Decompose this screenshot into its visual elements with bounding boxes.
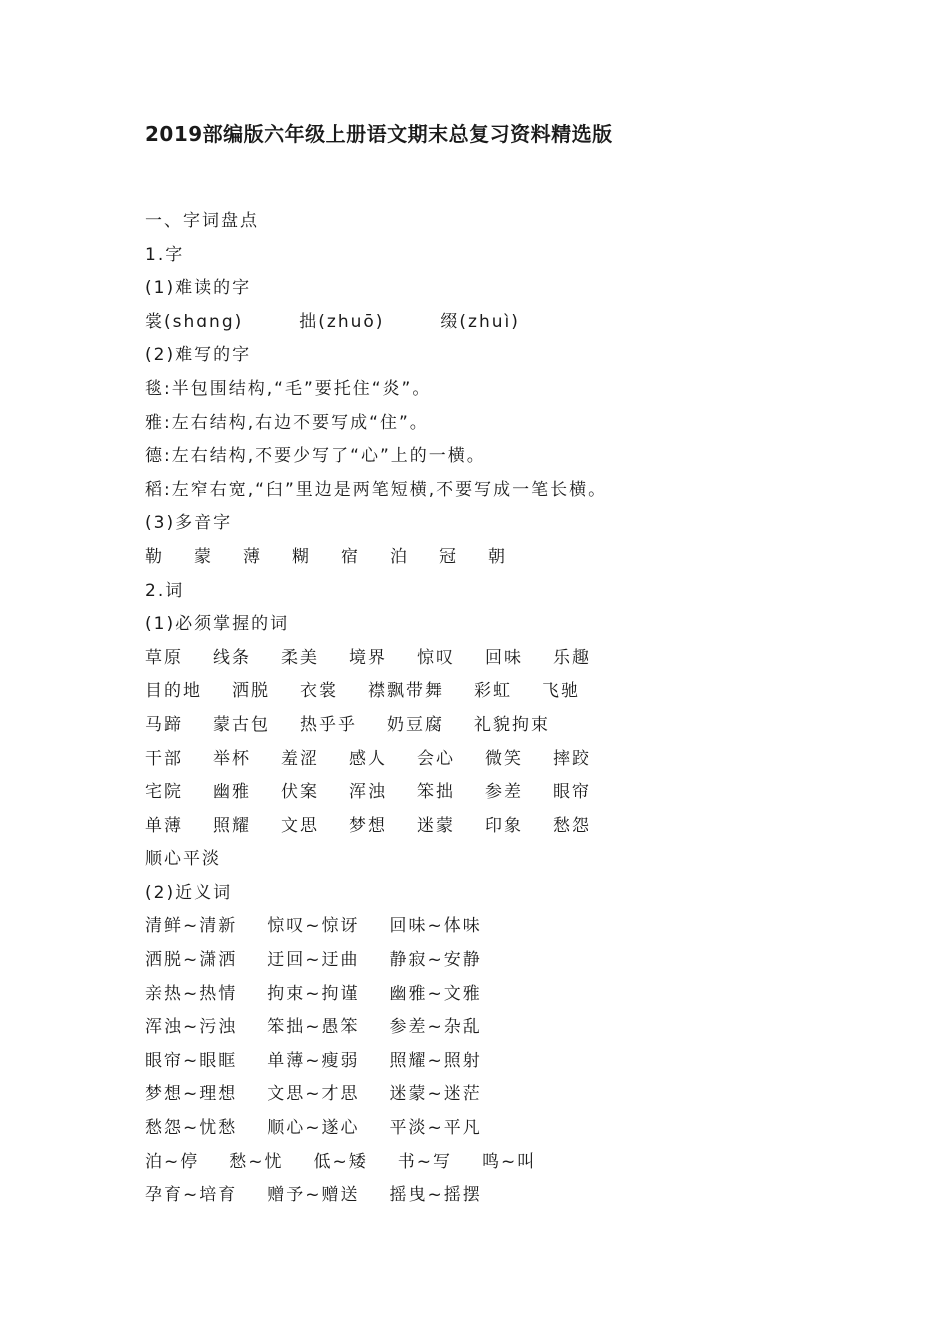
polyphone-item: 宿 [341,546,360,567]
word-item: 惊叹 [417,647,455,668]
hard-read-list [145,306,905,340]
word-item: 衣裳 [300,681,338,702]
synonym-pair: 浑浊~污浊 [145,1017,238,1038]
word-item: 乐趣 [553,647,591,668]
must-words-title: (1)必须掌握的词 [145,614,290,635]
synonym-pair: 迂回~迂曲 [267,950,360,971]
synonym-pair: 照耀~照射 [389,1050,482,1071]
synonym-row [145,910,905,944]
word-item: 奶豆腐 [387,714,444,735]
synonym-pair: 文思~才思 [267,1084,360,1105]
word-item: 回味 [485,647,523,668]
word-item: 境界 [349,647,387,668]
synonym-pair: 孕育~培育 [145,1185,238,1206]
synonym-pair: 愁~忧 [229,1151,284,1172]
synonym-row [145,1112,905,1146]
synonym-pair: 低~矮 [313,1151,368,1172]
polyphone-item: 薄 [243,546,262,567]
word-item: 襟飘带舞 [368,681,444,702]
word-item: 眼帘 [553,782,591,803]
hard-write-item: 毯:半包围结构,“毛”要托住“炎”。 [145,378,432,399]
word-item: 马蹄 [145,714,183,735]
word-item: 举杯 [213,748,251,769]
word-item: 摔跤 [553,748,591,769]
word-item: 印象 [485,815,523,836]
hard-read-item: 裳(shɑng) [145,311,244,332]
synonym-pair: 摇曳~摇摆 [389,1185,482,1206]
word-item: 伏案 [281,782,319,803]
word-item: 柔美 [281,647,319,668]
hard-read-item: 拙(zhuō) [299,311,385,332]
word-item: 梦想 [349,815,387,836]
word-item: 热乎乎 [300,714,357,735]
synonym-pair: 静寂~安静 [389,950,482,971]
synonym-pair: 梦想~理想 [145,1084,238,1105]
must-words-row [145,709,905,743]
synonym-row [145,944,905,978]
polyphone-item: 泊 [390,546,409,567]
must-words-row [145,810,905,844]
synonym-row [145,1146,905,1180]
polyphone-title: (3)多音字 [145,513,233,534]
word-item: 文思 [281,815,319,836]
word-item: 宅院 [145,782,183,803]
word-item: 会心 [417,748,455,769]
synonym-pair: 参差~杂乱 [389,1017,482,1038]
must-words-block [145,642,905,877]
word-item: 迷蒙 [417,815,455,836]
word-item: 目的地 [145,681,202,702]
synonym-row [145,1179,905,1213]
must-words-row [145,743,905,777]
word-item: 洒脱 [232,681,270,702]
synonym-pair: 单薄~瘦弱 [267,1050,360,1071]
word-item: 感人 [349,748,387,769]
polyphone-item: 蒙 [194,546,213,567]
must-words-row [145,675,905,709]
document-body [145,205,905,1213]
synonym-pair: 赠予~赠送 [267,1185,360,1206]
synonym-row [145,1045,905,1079]
synonym-pair: 清鲜~清新 [145,916,238,937]
hard-write-item: 德:左右结构,不要少写了“心”上的一横。 [145,446,486,467]
word-item: 蒙古包 [213,714,270,735]
synonym-pair: 幽雅~文雅 [389,983,482,1004]
word-item: 羞涩 [281,748,319,769]
synonym-pair: 亲热~热情 [145,983,238,1004]
must-words-row [145,843,905,877]
must-words-row [145,776,905,810]
word-item: 笨拙 [417,782,455,803]
synonym-block [145,910,905,1212]
polyphone-item: 冠 [439,546,458,567]
word-item: 单薄 [145,815,183,836]
section-heading: 一、字词盘点 [145,211,259,231]
hard-write-item: 稻:左窄右宽,“臼”里边是两笔短横,不要写成一笔长横。 [145,479,608,500]
synonym-pair: 愁怨~忧愁 [145,1118,238,1139]
synonym-pair: 回味~体味 [389,916,482,937]
synonym-pair: 顺心~遂心 [267,1118,360,1139]
synonym-pair: 平淡~平凡 [389,1118,482,1139]
word-item: 草原 [145,647,183,668]
polyphone-list [145,541,905,575]
synonym-pair: 惊叹~惊讶 [267,916,360,937]
synonym-pair: 洒脱~潇洒 [145,950,238,971]
hard-read-item: 缀(zhuì) [440,311,520,332]
synonym-title: (2)近义词 [145,882,233,903]
word-item: 顺心平淡 [145,849,221,870]
synonym-row [145,1011,905,1045]
polyphone-item: 糊 [292,546,311,567]
word-item: 照耀 [213,815,251,836]
polyphone-item: 朝 [488,546,507,567]
must-words-row [145,642,905,676]
synonym-pair: 拘束~拘谨 [267,983,360,1004]
word-item: 浑浊 [349,782,387,803]
synonym-pair: 鸣~叫 [482,1151,537,1172]
word-item: 参差 [485,782,523,803]
subsection-characters: 1.字 [145,244,185,265]
word-item: 愁怨 [553,815,591,836]
word-item: 线条 [213,647,251,668]
hard-write-item: 雅:左右结构,右边不要写成“住”。 [145,412,429,433]
word-item: 幽雅 [213,782,251,803]
synonym-pair: 书~写 [397,1151,452,1172]
synonym-pair: 迷蒙~迷茫 [389,1084,482,1105]
subsection-words: 2.词 [145,580,185,601]
word-item: 礼貌拘束 [474,714,550,735]
hard-read-title: (1)难读的字 [145,278,252,299]
word-item: 干部 [145,748,183,769]
synonym-pair: 泊~停 [145,1151,200,1172]
synonym-pair: 眼帘~眼眶 [145,1050,238,1071]
word-item: 彩虹 [474,681,512,702]
word-item: 微笑 [485,748,523,769]
synonym-pair: 笨拙~愚笨 [267,1017,360,1038]
word-item: 飞驰 [542,681,580,702]
synonym-row [145,1078,905,1112]
polyphone-item: 勒 [145,546,164,567]
synonym-row [145,978,905,1012]
document-title: 2019部编版六年级上册语文期末总复习资料精选版 [145,122,613,146]
hard-write-title: (2)难写的字 [145,345,252,366]
